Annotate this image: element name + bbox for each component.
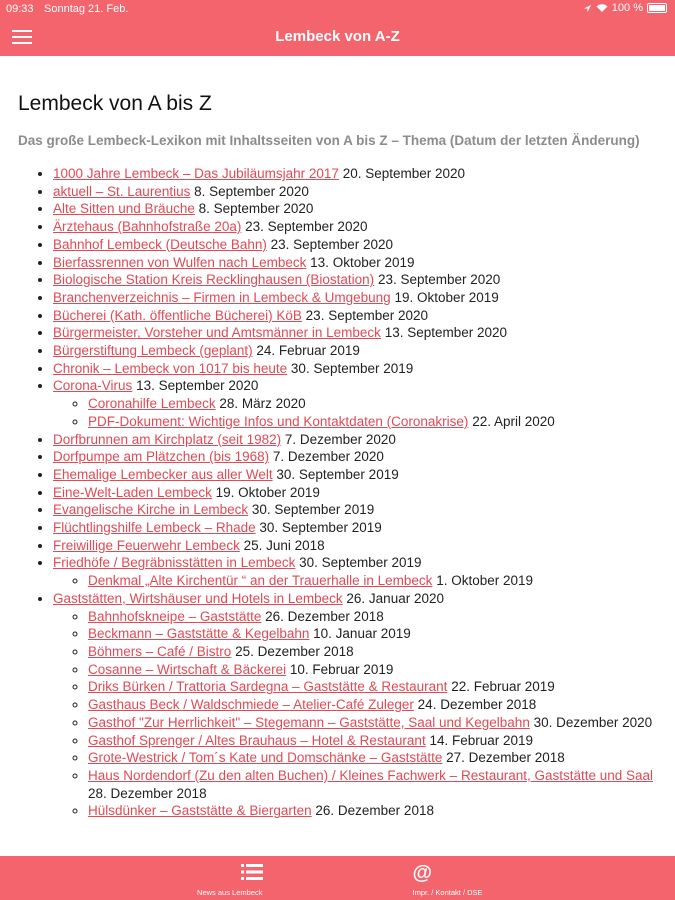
- subtopic-link[interactable]: Bahnhofskneipe – Gaststätte: [88, 608, 262, 624]
- subtopic-link[interactable]: Gasthof Sprenger / Altes Brauhaus – Hotel & Restaurant: [88, 732, 426, 748]
- tab-bar: [0, 856, 675, 900]
- tab-imprint-label: Impr. / Kontakt / DSE: [412, 888, 483, 897]
- topic-date: 8. September 2020: [198, 201, 314, 217]
- sub-list-item: [88, 661, 657, 679]
- topic-date: 30. September 2019: [290, 360, 414, 376]
- topic-link[interactable]: Ärztehaus (Bahnhofstraße 20a): [53, 219, 242, 235]
- subtopic-link[interactable]: Cosanne – Wirtschaft & Bäckerei: [88, 661, 287, 677]
- topic-date: 19. Oktober 2019: [215, 484, 320, 500]
- subtopic-link[interactable]: Beckmann – Gaststätte & Kegelbahn: [88, 626, 310, 642]
- list-icon: [0, 862, 263, 884]
- subtopic-date: 26. Dezember 2018: [265, 608, 384, 624]
- topic-link[interactable]: Ehemalige Lembecker aus aller Welt: [53, 466, 273, 482]
- subtopic-link[interactable]: Gasthaus Beck / Waldschmiede – Atelier-Café Zuleger: [88, 697, 414, 713]
- topic-date: 25. Juni 2018: [243, 537, 325, 553]
- subtopic-date: 26. Dezember 2018: [315, 803, 434, 819]
- sub-list-item: [88, 714, 657, 732]
- topic-link[interactable]: Friedhöfe / Begräbnisstätten in Lembeck: [53, 555, 296, 571]
- subtopic-link[interactable]: Coronahilfe Lembeck: [88, 396, 216, 412]
- topic-link[interactable]: Flüchtlingshilfe Lembeck – Rhade: [53, 520, 256, 536]
- topic-date: 30. September 2019: [276, 466, 399, 482]
- topic-link[interactable]: Bürgermeister, Vorsteher und Amtsmänner in Lembeck: [53, 325, 381, 341]
- topic-link[interactable]: Alte Sitten und Bräuche: [53, 201, 195, 217]
- topic-link[interactable]: Bahnhof Lembeck (Deutsche Bahn): [53, 236, 267, 252]
- list-item: [53, 236, 657, 254]
- page-content[interactable]: [0, 56, 675, 856]
- list-item: [53, 431, 657, 449]
- list-item: [53, 342, 657, 360]
- subtopic-date: 1. Oktober 2019: [436, 573, 534, 589]
- tab-news-label: News aus Lembeck: [197, 888, 263, 897]
- topic-date: 8. September 2020: [194, 183, 309, 199]
- battery-percent: 100 %: [611, 2, 643, 14]
- list-item: [53, 519, 657, 537]
- subtopic-date: 28. Dezember 2018: [88, 785, 207, 801]
- list-item: [53, 590, 657, 820]
- sub-list-item: [88, 678, 657, 696]
- topic-link[interactable]: Bürgerstiftung Lembeck (geplant): [53, 343, 253, 359]
- list-item: [53, 501, 657, 519]
- nav-bar: [0, 18, 675, 56]
- list-item: [53, 218, 657, 236]
- subtopic-date: 22. April 2020: [472, 413, 555, 429]
- topic-date: 26. Januar 2020: [346, 590, 444, 606]
- subtopic-link[interactable]: Haus Nordendorf (Zu den alten Buchen) / Kleines Fachwerk – Restaurant, Gaststätte und Saal: [88, 767, 654, 783]
- subtopic-date: 22. Februar 2019: [451, 679, 555, 695]
- topic-date: 13. Oktober 2019: [310, 254, 415, 270]
- subtopic-date: 27. Dezember 2018: [446, 750, 565, 766]
- az-list: [18, 165, 657, 820]
- topic-link[interactable]: Eine-Welt-Laden Lembeck: [53, 484, 212, 500]
- subtopic-link[interactable]: Grote-Westrick / Tom´s Kate und Domschänke – Gaststätte: [88, 750, 443, 766]
- topic-date: 23. September 2020: [377, 272, 501, 288]
- list-item: [53, 537, 657, 555]
- list-item: [53, 448, 657, 466]
- sub-list-item: [88, 608, 657, 626]
- list-item: [53, 484, 657, 502]
- list-item: [53, 289, 657, 307]
- subtopic-date: 10. Februar 2019: [289, 661, 394, 677]
- topic-link[interactable]: Freiwillige Feuerwehr Lembeck: [53, 537, 240, 553]
- topic-link[interactable]: Dorfpumpe am Plätzchen (bis 1968): [53, 449, 270, 465]
- topic-link[interactable]: Branchenverzeichnis – Firmen in Lembeck & Umgebung: [53, 289, 391, 305]
- sub-list: [53, 608, 657, 820]
- location-icon: [583, 4, 592, 13]
- status-time: 09:33: [6, 3, 34, 15]
- topic-date: 30. September 2019: [299, 555, 422, 571]
- subtopic-link[interactable]: Gasthof "Zur Herrlichkeit" – Stegemann – Gaststätte, Saal und Kegelbahn: [88, 714, 530, 730]
- sub-list-item: [88, 732, 657, 750]
- topic-link[interactable]: aktuell – St. Laurentius: [53, 183, 191, 199]
- subtopic-date: 10. Januar 2019: [313, 626, 411, 642]
- topic-date: 13. September 2020: [384, 325, 508, 341]
- topic-date: 30. September 2019: [259, 520, 382, 536]
- sub-list-item: [88, 395, 657, 413]
- topic-date: 19. Oktober 2019: [394, 289, 499, 305]
- nav-title: Lembeck von A-Z: [275, 28, 400, 45]
- subtopic-link[interactable]: Hülsdünker – Gaststätte & Biergarten: [88, 803, 312, 819]
- status-bar: [0, 0, 675, 18]
- sub-list-item: [88, 696, 657, 714]
- topic-date: 23. September 2020: [245, 219, 368, 235]
- status-right: [583, 2, 667, 14]
- list-item: [53, 377, 657, 430]
- list-item: [53, 271, 657, 289]
- sub-list-item: [88, 643, 657, 661]
- list-item: [53, 324, 657, 342]
- subtopic-date: 24. Dezember 2018: [417, 697, 537, 713]
- topic-date: 13. September 2020: [136, 378, 259, 394]
- topic-date: 23. September 2020: [305, 307, 429, 323]
- list-item: [53, 254, 657, 272]
- topic-link[interactable]: Evangelische Kirche in Lembeck: [53, 502, 249, 518]
- topic-link[interactable]: Gaststätten, Wirtshäuser und Hotels in Lembeck: [53, 590, 343, 606]
- list-item: [53, 360, 657, 378]
- topic-date: 7. Dezember 2020: [272, 449, 384, 465]
- subtopic-link[interactable]: Denkmal „Alte Kirchentür “ an der Trauerhalle in Lembeck: [88, 573, 433, 589]
- subtopic-link[interactable]: PDF-Dokument: Wichtige Infos und Kontaktdaten (Coronakrise): [88, 413, 469, 429]
- topic-link[interactable]: Dorfbrunnen am Kirchplatz (seit 1982): [53, 431, 282, 447]
- list-item: [53, 165, 657, 183]
- sub-list-item: [88, 802, 657, 820]
- battery-icon: [647, 3, 667, 13]
- topic-link[interactable]: 1000 Jahre Lembeck – Das Jubiläumsjahr 2017: [53, 166, 339, 181]
- subtopic-link[interactable]: Böhmers – Café / Bistro: [88, 643, 232, 659]
- topic-date: 23. September 2020: [270, 236, 393, 252]
- sub-list: [53, 572, 657, 590]
- sub-list: [53, 395, 657, 430]
- tab-news[interactable]: [0, 856, 353, 900]
- subtopic-link[interactable]: Driks Bürken / Trattoria Sardegna – Gaststätte & Restaurant: [88, 679, 448, 695]
- topic-link[interactable]: Biologische Station Kreis Recklinghausen (Biostation): [53, 272, 375, 288]
- subtopic-date: 30. Dezember 2020: [533, 714, 653, 730]
- topic-link[interactable]: Bierfassrennen von Wulfen nach Lembeck: [53, 254, 307, 270]
- status-date: Sonntag 21. Feb.: [44, 3, 129, 15]
- tab-imprint[interactable]: [353, 856, 675, 900]
- topic-date: 24. Februar 2019: [256, 343, 360, 359]
- topic-date: 30. September 2019: [251, 502, 375, 518]
- subtopic-date: 25. Dezember 2018: [235, 643, 354, 659]
- sub-list-item: [88, 749, 657, 767]
- subtopic-date: 28. März 2020: [219, 396, 306, 412]
- list-item: [53, 200, 657, 218]
- list-item: [53, 183, 657, 201]
- topic-date: 7. Dezember 2020: [284, 431, 396, 447]
- subtopic-date: 14. Februar 2019: [429, 732, 534, 748]
- sub-list-item: [88, 625, 657, 643]
- at-icon: @: [412, 862, 433, 884]
- wifi-icon: [596, 4, 608, 13]
- sub-list-item: [88, 413, 657, 431]
- list-item: [53, 307, 657, 325]
- topic-date: 20. September 2020: [342, 166, 466, 181]
- list-item: [53, 554, 657, 589]
- topic-link[interactable]: Chronik – Lembeck von 1017 bis heute: [53, 360, 288, 376]
- topic-link[interactable]: Corona-Virus: [53, 378, 133, 394]
- sub-list-item: [88, 572, 657, 590]
- page-title: Lembeck von A bis Z: [18, 92, 212, 115]
- topic-link[interactable]: Bücherei (Kath. öffentliche Bücherei) KöB: [53, 307, 302, 323]
- list-item: [53, 466, 657, 484]
- sub-list-item: [88, 767, 657, 802]
- page-intro: Das große Lembeck-Lexikon mit Inhaltsseiten von A bis Z – Thema (Datum der letzten Änderung): [18, 133, 640, 148]
